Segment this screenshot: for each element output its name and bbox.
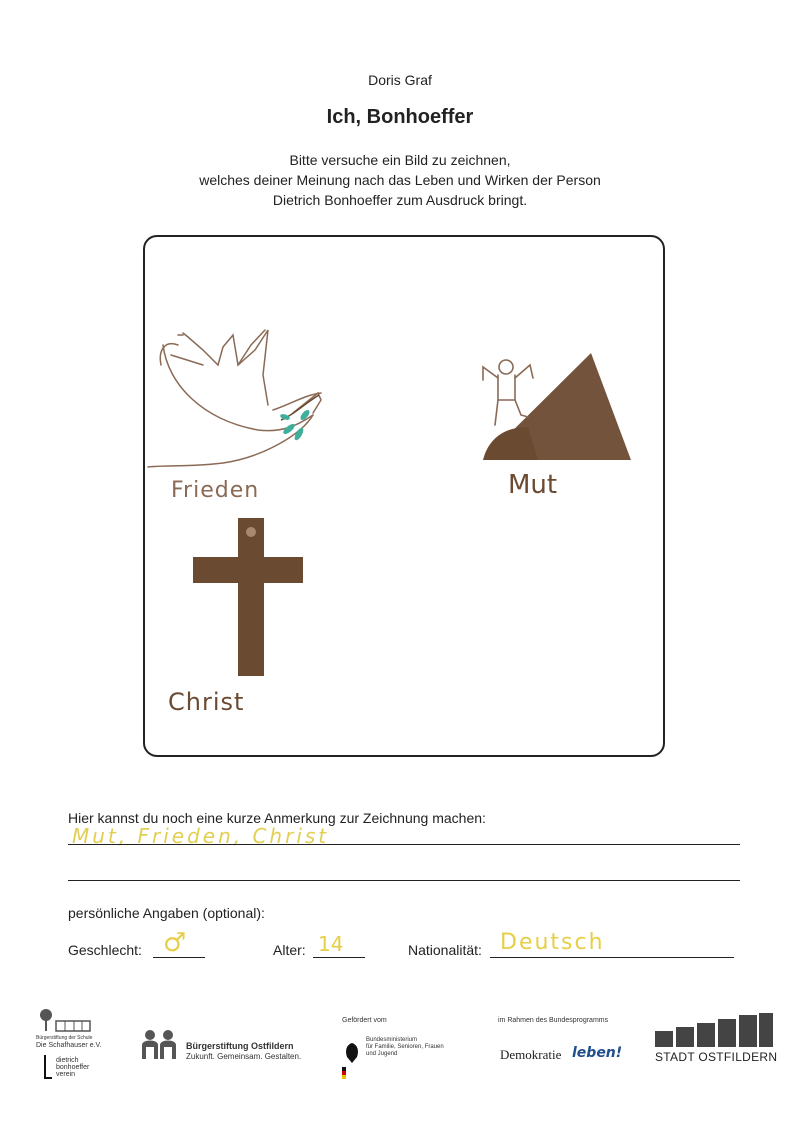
dbv-logo-mark <box>44 1055 52 1079</box>
leben-word: leben! <box>572 1045 623 1061</box>
nationality-field[interactable] <box>490 957 734 958</box>
instruction-line-3: Dietrich Bonhoeffer zum Ausdruck bringt. <box>272 192 528 208</box>
logo1-line2: Die Schafhauser e.V. <box>36 1042 102 1049</box>
age-label: Alter: <box>273 942 306 958</box>
dove-body-line <box>163 345 313 431</box>
remark-handwritten: Mut, Frieden, Christ <box>72 824 330 848</box>
gender-value: ♂ <box>163 928 187 958</box>
dbv-logo-text <box>56 1057 89 1078</box>
mountain-drawing <box>483 353 631 460</box>
page-title: Ich, Bonhoeffer <box>326 106 474 128</box>
drawing-canvas <box>143 235 665 757</box>
dbv-line-3: verein <box>56 1071 76 1078</box>
remark-line-1[interactable] <box>68 844 740 845</box>
buergerstiftung-tagline: Zukunft. Gemeinsam. Gestalten. <box>186 1052 302 1061</box>
cross-label: Christ <box>168 688 245 716</box>
sponsor-footer <box>0 1005 800 1095</box>
dove-label: Frieden <box>171 478 260 503</box>
climber-figure <box>483 360 533 425</box>
logo1-line1: Bürgerstiftung der Schule <box>36 1035 93 1041</box>
climber-torso <box>498 375 515 400</box>
mountain-label: Mut <box>508 470 558 500</box>
buergerstiftung-name: Bürgerstiftung Ostfildern <box>186 1041 294 1051</box>
personal-info-label: persönliche Angaben (optional): <box>68 905 265 921</box>
nationality-label: Nationalität: <box>408 942 482 958</box>
cross-drawing <box>193 518 303 676</box>
instruction-line-2: welches deiner Meinung nach das Leben und Wirken der Person <box>199 172 601 188</box>
dove-wing-2 <box>238 330 265 365</box>
ministry-name <box>366 1037 444 1058</box>
dove-beak <box>171 335 203 365</box>
climber-arms <box>483 365 533 380</box>
stadt-name: STADT OSTFILDERN <box>655 1050 778 1064</box>
age-value: 14 <box>318 932 344 956</box>
instructions <box>0 150 800 210</box>
buergerstiftung-icon <box>140 1029 180 1061</box>
age-field[interactable] <box>313 957 365 958</box>
author-name: Doris Graf <box>368 72 432 88</box>
cross-vertical <box>238 518 264 676</box>
ministry-line-1: Bundesministerium <box>366 1037 418 1043</box>
cross-horizontal <box>193 557 303 583</box>
gender-label: Geschlecht: <box>68 942 142 958</box>
tree-school-logo <box>38 1007 98 1035</box>
federal-eagle-icon <box>342 1039 362 1081</box>
cross-nail <box>246 527 256 537</box>
nationality-value: Deutsch <box>500 930 605 955</box>
programm-label: im Rahmen des Bundesprogramms <box>498 1017 609 1024</box>
remark-label: Hier kannst du noch eine kurze Anmerkung zur Zeichnung machen: <box>68 810 486 826</box>
remark-line-2[interactable] <box>68 880 740 881</box>
gefoerdert-label: Gefördert vom <box>342 1017 387 1024</box>
dbv-line-2: bonhoeffer <box>56 1064 90 1071</box>
demokratie-word: Demokratie <box>500 1047 562 1062</box>
olive-branch-drawing <box>279 395 319 442</box>
ministry-line-3: und Jugend <box>366 1051 398 1057</box>
climber-head <box>499 360 513 374</box>
dove-drawing <box>148 330 321 467</box>
ministry-line-2: für Familie, Senioren, Frauen <box>366 1044 444 1050</box>
instruction-line-1: Bitte versuche ein Bild zu zeichnen, <box>289 152 511 168</box>
stadt-ostfildern-logo <box>655 1013 775 1047</box>
dbv-line-1: dietrich <box>56 1057 79 1064</box>
